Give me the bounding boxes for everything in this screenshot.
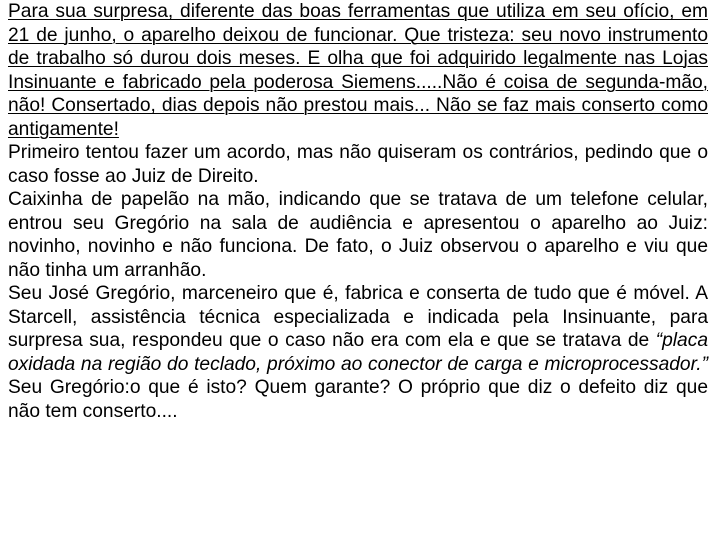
- paragraph-4: [8, 282, 708, 423]
- paragraph-1: Para sua surpresa, diferente das boas ferramentas que utiliza em seu ofício, em 21 de junho, o aparelho deixou de funcionar. Que tristeza: seu novo instrumento de trabalho só durou dois meses. E olha que foi adquirido legalmente nas Lojas Insinuante e fabricado pela poderosa Siemens.....Não é coisa de segunda-mão, não! Consertado, dias depois não prestou mais... Não se faz mais conserto como antigamente!: [8, 1, 708, 140]
- paragraph-4-text-end: Seu Gregório:o que é isto? Quem garante? O próprio que diz o defeito diz que não tem conserto....: [8, 377, 708, 422]
- paragraph-2: Primeiro tentou fazer um acordo, mas não quiseram os contrários, pedindo que o caso fosse ao Juiz de Direito.: [8, 142, 708, 187]
- paragraph-4-quote: “placa oxidada na região do teclado, próximo ao conector de carga e microprocessador.”: [8, 330, 708, 375]
- document-body: [8, 0, 708, 423]
- paragraph-4-text-start: Seu José Gregório, marceneiro que é, fabrica e conserta de tudo que é móvel. A Starcell, assistência técnica especializada e indicada pela Insinuante, para surpresa sua, respondeu que o caso não era com ela e que se tratava de: [8, 283, 708, 351]
- paragraph-3: Caixinha de papelão na mão, indicando que se tratava de um telefone celular, entrou seu Gregório na sala de audiência e apresentou o aparelho ao Juiz: novinho, novinho e não funciona. De fato, o Juiz observou o aparelho e viu que não tinha um arranhão.: [8, 189, 708, 281]
